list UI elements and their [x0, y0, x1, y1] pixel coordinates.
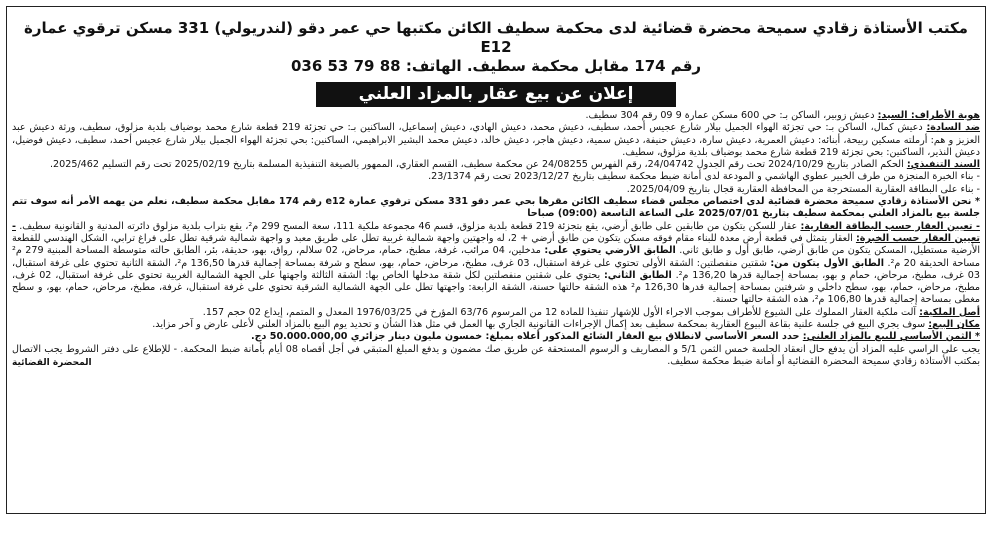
sale-place-text: سوف يجري البيع في جلسة علنية بقاعة البيوع العقارية بمحكمة سطيف بعد إكمال الإجراءات القانونية الجاري بها العمل في مثل هذا الشأن و تحديد يوم البيع بالمزاد العلني لأعلى عارض و آخر مزايد. [152, 319, 926, 331]
ownership-origin [12, 307, 980, 319]
executive-title [12, 159, 980, 171]
second-floor-label: الطابق الثاني: [603, 269, 672, 281]
plaintiff-text: دعيش زوبير، الساكن بـ: حي 600 مسكن عمارة 9 09 رقم 304 سطيف. [585, 110, 875, 121]
bullet-land-card: - بناء على البطاقة العقارية المستخرجة من المحافظة العقارية قجال بتاريخ 2025/04/09. [626, 183, 980, 195]
executive-text: الحكم الصادر بتاريخ 2024/10/29 تحت رقم الجدول 24/04742، رقم الفهرس 24/08255 عن محكمة سطيف، القسم العقاري، الممهور بالصيغة التنفيذية المسلمة بتاريخ 2025/02/19 تحت رقم التسليم 2025/462. [49, 159, 904, 171]
origin-text: آلت ملكية العقار المملوك على الشيوع للأطراف بموجب الاجراء الأول للإشهار تنفيذا للمادة 12 من المرسوم 63/76 المؤرخ في 1976/03/25 المعدل و المتمم، إيداع 02 حجم 157. [202, 306, 917, 318]
announcement: * نحن الأستاذة زقادي سميحة محضرة قضائية لدى اختصاص مجلس قضاء سطيف الكائن مقرها بحي عمر دقو 331 مسكن ترقوي عمارة e12 رقم 174 مقابل محكمة سطيف، نعلم من يهمه الأمر أنه سوف تتم جلسة بيع بالمزاد العلني بمحكمة سطيف بتاريخ 2025/07/01 على الساعة التاسعة (09:00) صباحا [12, 196, 980, 220]
expert-label: - تعيين العقار حسب الخبرة: [12, 220, 980, 244]
first-floor-text: شقتين منفصلتين: الشقة الأولى تحتوي على غرفة استقبال، 03 غرف، مطبخ، مرحاض، حمام، بهو، سطح و شرفة بمساحة إجمالية قدرها 136,50 م²، الشقة الثانية تحتوي على غرفة استقبال، 03 غرف، مطبخ، مرحاض، حمام و بهو، بمساحة إجمالية قدرها 136,20 م². [12, 257, 980, 281]
sale-conditions: يجب على الراسي عليه المزاد أن يدفع حال انعقاد الجلسة خمس الثمن 5/1 و المصاريف و الرسوم المستحقة عن طريق صك مضمون و يدفع المبلغ المتبقي في أجل أقصاه 08 أيام بأمانة ضبط المحكمة. - للإطلاع على دفتر الشروط يجب الاتصال بمكتب الأستاذة زقادي سميحة المحضرة القضائية أو أمانة ضبط محكمة سطيف. [12, 343, 980, 367]
executive-label: السند التنفيذي: [906, 159, 980, 171]
price-text: حدد السعر الأساسي لانطلاق بيع العقار الشائع المذكور أعلاه بمبلغ: خمسون مليون دينار جزائري 50.000.000,00 دج. [250, 331, 800, 343]
first-floor-label: الطابق الأول يتكون من: [770, 257, 885, 269]
legal-notice [6, 6, 986, 514]
notice-header [12, 19, 980, 76]
ground-floor-label: الطابق الأرضي يحتوي على: [544, 245, 676, 257]
parties-plaintiff [12, 110, 980, 122]
defendants-label: ضد السادة: [926, 122, 980, 134]
parties-defendants [12, 122, 980, 159]
plaintiff-label: هوية الأطراف: السيد: [877, 110, 980, 121]
base-price [12, 331, 980, 343]
sale-place [12, 319, 980, 331]
notice-body [12, 110, 980, 370]
signature: المحضرة القضائية [12, 358, 92, 369]
property-description [12, 221, 980, 307]
second-floor-text: يحتوي على شقتين منفصلتين لكل شقة مدخلها الخاص بها: الشقة الثالثة واجهتها على الجهة الشمالية الغربية تحتوي على غرفة استقبال، 02 غرف، مطبخ، مرحاض، حمام، بهو، سطح داخلي و شرفتين بمساحة إجمالية قدرها 126,30 م² هذه الشقة حالتها حسنة، الشقة الرابعة: واجهتها تطل على الجهة الشمالية الشرقية تحتوي على غرفة استقبال، غرفة، مطبخ، مرحاض، حمام، بهو، و سطح مغطى بمساحة إجمالية قدرها 106,80 م²، هذه الشقة حالتها حسنة. [12, 269, 980, 306]
card-text: عقار للسكن يتكون من طابقين على طابق أرضي، يقع بتجزئة 219 قطعة بلدية مزلوق، قسم 46 مجموعة ملكية 111، سعة المسح 299 م²، يقع بتراب بلدية مزلوق دائرته المدنية و القانونية سطيف. [19, 220, 798, 232]
price-label: * الثمن الأساسي للبيع بالمزاد العلني: [802, 331, 980, 343]
expert-text: العقار يتمثل في قطعة أرض معدة للبناء مقام فوقه مسكن يتكون من طابق أرضي + 2، له واجهتين واجهة شمالية غربية تطل على طريق معبد و واجهة شمالية شرقية تطل على فراغ ترابي، الشكل الهندسي للقطعة الأرضية مستطيل، المسكن يتكون من طابق أرضي، طابق أول و طابق ثاني. [12, 232, 980, 257]
sale-place-label: مكان البيع: [928, 319, 980, 331]
ground-floor-text: مدخلين، 04 مرائب، غرفة، مطبخ، حمام، مرحاض، 02 سلالم، رواق، بهو، حديقة، بئر، الطابق حالته متوسطة المساحة المبنية 279 م² مساحة الحديقة 20 م². [12, 245, 980, 269]
notice-title: إعلان عن بيع عقار بالمزاد العلني [316, 82, 676, 107]
office-line: مكتب الأستاذة زقادي سميحة محضرة قضائية لدى محكمة سطيف الكائن مكتبها حي عمر دقو (لندريولي) 331 مسكن ترقوي عمارة E12 [24, 19, 968, 56]
defendants-text: دعيش كمال، الساكن بـ: حي تجزئة الهواء الجميل بيلار شارع عجيس أحمد، سطيف، دعيش محمد، دعيش الهادي، دعيش إسماعيل، الساكنين بـ: حي تجزئة 219 قطعة شارع محمد بوضياف بلدية مزلوق، سطيف، ورثة دعيش عبد العزيز و هم: أرملته مسكين ربيحة، أبنائه: دعيش العمرية، دعيش سارة، دعيش حنيفة، دعيش سمية، دعيش هاجر، دعيش خالد، دعيش محمد البشير الابراهيمي، الساكنين: بحي تجزئة الهواء الجميل بيلار شارع عجيس أحمد، سطيف، دعيش فوضيل، دعيش النذير، الساكنين: بحي تجزئة 219 قطعة شارع محمد بوضياف بلدية مزلوق، سطيف. [12, 122, 980, 158]
phone-line: رقم 174 مقابل محكمة سطيف. الهاتف: 88 79 53 036 [290, 57, 702, 75]
origin-label: أصل الملكية: [919, 306, 980, 318]
bullet-expertise: - بناء الخبرة المنجزة من طرف الخبير عطوي الهاشمي و المودعة لدى أمانة ضبط محكمة سطيف بتاريخ 2023/12/27 تحت رقم 23/1374. [428, 171, 980, 183]
card-label: - تعيين العقار حسب البطاقة العقارية: [800, 220, 980, 232]
